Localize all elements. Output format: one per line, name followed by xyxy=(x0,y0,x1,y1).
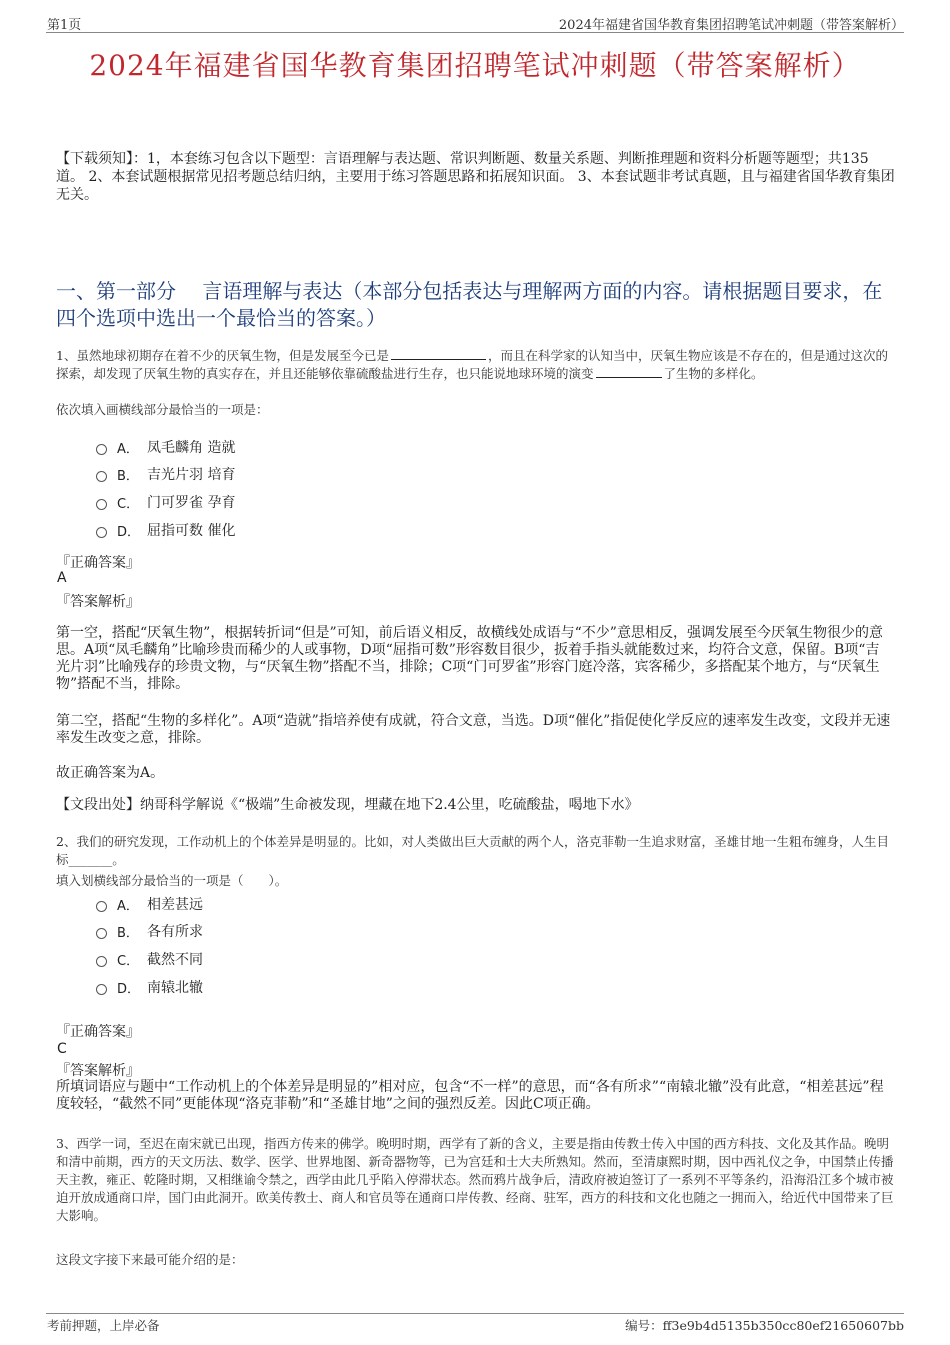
page-title: 2024年福建省国华教育集团招聘笔试冲刺题（带答案解析） xyxy=(89,49,861,82)
footer-slogan: 考前押题，上岸必备 xyxy=(47,1318,160,1333)
answer-blank xyxy=(596,365,662,378)
q1-analysis-para: 故正确答案为A。 xyxy=(56,765,165,781)
q1-option-c[interactable] xyxy=(96,493,235,511)
radio-icon[interactable] xyxy=(96,901,107,912)
download-notice: 【下载须知】：1，本套练习包含以下题型：言语理解与表达题、常识判断题、数量关系题、判断推理题和资料分析题等题型；共135道。 2、本套试题根据常见招考题总结归纳，主要用于练习答题思路和拓展知识面。 3、本套试题非考试真题，且与福建省国华教育集团无关。 xyxy=(56,151,895,203)
q2-option-b[interactable] xyxy=(96,922,203,940)
question-1-part-b: ，而且在科学家的认知当中，厌氧生物应该是不存在的，但是通过这次的探索，却发现了厌氧生物的真实存在，并且还能够依靠硫酸盐进行生存，也只能说地球环境的演变 xyxy=(56,348,888,381)
q1-analysis-label: 『答案解析』 xyxy=(56,594,140,610)
radio-icon[interactable] xyxy=(96,527,107,538)
question-1-prompt: 依次填入画横线部分最恰当的一项是： xyxy=(56,402,269,417)
footer-divider xyxy=(46,1313,904,1314)
option-letter: A． xyxy=(117,898,139,914)
option-text: 门可罗雀 孕育 xyxy=(147,495,236,511)
option-letter: B． xyxy=(117,925,139,941)
option-letter: B． xyxy=(117,468,139,484)
option-letter: D． xyxy=(117,524,141,540)
question-1-part-a: 1、虽然地球初期存在着不少的厌氧生物，但是发展至今已是 xyxy=(56,348,389,363)
option-letter: D． xyxy=(117,981,141,997)
radio-icon[interactable] xyxy=(96,984,107,995)
q2-option-c[interactable] xyxy=(96,950,203,968)
option-text: 截然不同 xyxy=(147,952,203,968)
radio-icon[interactable] xyxy=(96,499,107,510)
q2-analysis-label: 『答案解析』 xyxy=(56,1063,140,1079)
q1-analysis-para: 第二空，搭配“生物的多样化”。A项“造就”指培养使有成就，符合文意，当选。D项“催化”指促使化学反应的速率发生改变，文段并无速率发生改变之意，排除。 xyxy=(56,713,891,746)
option-letter: A． xyxy=(117,441,139,457)
question-3-prompt: 这段文字接下来最可能介绍的是： xyxy=(56,1252,244,1267)
question-1-text xyxy=(56,347,896,383)
q2-answer: C xyxy=(57,1041,67,1057)
answer-blank xyxy=(391,347,486,360)
radio-icon[interactable] xyxy=(96,956,107,967)
option-text: 凤毛麟角 造就 xyxy=(147,440,236,456)
q1-option-d[interactable] xyxy=(96,521,235,539)
q1-analysis-para: 第一空，搭配“厌氧生物”，根据转折词“但是”可知，前后语义相反，故横线处成语与“不少”意思相反，强调发展至今厌氧生物很少的意思。A项“凤毛麟角”比喻珍贵而稀少的人或事物，D项“屈指可数”形容数目很少，扳着手指头就能数过来，均符合文意，保留。B项“吉光片羽”比喻残存的珍贵文物，与“厌氧生物”搭配不当，排除；C项“门可罗雀”形容门庭冷落，宾客稀少，多搭配某个地方，与“厌氧生物”搭配不当，排除。 xyxy=(56,625,883,692)
page-number: 第1页 xyxy=(47,18,82,33)
footer-doc-id: 编号：ff3e9b4d5135b350cc80ef21650607bb xyxy=(625,1318,904,1333)
question-3-text: 3、西学一词，至迟在南宋就已出现，指西方传来的佛学。晚明时期，西学有了新的含义，主要是指由传教士传入中国的西方科技、文化及其作品。晚明和清中前期，西方的天文历法、数学、医学、世界地图、新奇器物等，已为宫廷和士大夫所熟知。然而，至清康熙时期，因中西礼仪之争，中国禁止传播天主教，雍正、乾隆时期，又相继谕令禁之，西学由此几乎陷入停滞状态。然而鸦片战争后，清政府被迫签订了一系列不平等条约，沿海沿江多个城市被迫开放成通商口岸，国门由此洞开。欧美传教士、商人和官员等在通商口岸传教、经商、驻军，西方的科技和文化也随之一拥而入，给近代中国带来了巨大影响。 xyxy=(56,1136,894,1223)
q1-option-b[interactable] xyxy=(96,465,235,483)
q1-answer: A xyxy=(57,570,67,586)
question-2-prompt: 填入划横线部分最恰当的一项是（ ）。 xyxy=(56,873,288,888)
option-text: 南辕北辙 xyxy=(147,980,203,996)
question-2-text: 2、我们的研究发现，工作动机上的个体差异是明显的。比如，对人类做出巨大贡献的两个人，洛克菲勒一生追求财富，圣雄甘地一生粗布缠身，人生目标_______。 xyxy=(56,834,889,867)
q2-answer-label: 『正确答案』 xyxy=(56,1024,140,1040)
q2-option-d[interactable] xyxy=(96,978,203,996)
header-divider xyxy=(46,32,904,33)
option-text: 屈指可数 催化 xyxy=(147,523,236,539)
option-text: 相差甚远 xyxy=(147,897,203,913)
q1-option-a[interactable] xyxy=(96,438,235,456)
q1-source: 【文段出处】纳哥科学解说《“极端”生命被发现，埋藏在地下2.4公里，吃硫酸盐，喝地下水》 xyxy=(56,797,639,813)
option-text: 各有所求 xyxy=(147,924,203,940)
q2-analysis-para: 所填词语应与题中“工作动机上的个体差异是明显的”相对应，包含“不一样”的意思，而“各有所求”“南辕北辙”没有此意，“相差甚远”程度较轻，“截然不同”更能体现“洛克菲勒”和“圣雄甘地”之间的强烈反差。因此C项正确。 xyxy=(56,1079,884,1112)
radio-icon[interactable] xyxy=(96,928,107,939)
q2-option-a[interactable] xyxy=(96,895,203,913)
option-text: 吉光片羽 培育 xyxy=(147,467,236,483)
radio-icon[interactable] xyxy=(96,471,107,482)
question-1-part-c: 了生物的多样化。 xyxy=(663,366,764,381)
header-doc-title: 2024年福建省国华教育集团招聘笔试冲刺题（带答案解析） xyxy=(558,18,904,33)
q1-answer-label: 『正确答案』 xyxy=(56,555,140,571)
option-letter: C． xyxy=(117,496,140,512)
radio-icon[interactable] xyxy=(96,444,107,455)
section-heading: 一、第一部分 言语理解与表达（本部分包括表达与理解两方面的内容。请根据题目要求，在四个选项中选出一个最恰当的答案。） xyxy=(56,279,883,330)
option-letter: C． xyxy=(117,953,140,969)
